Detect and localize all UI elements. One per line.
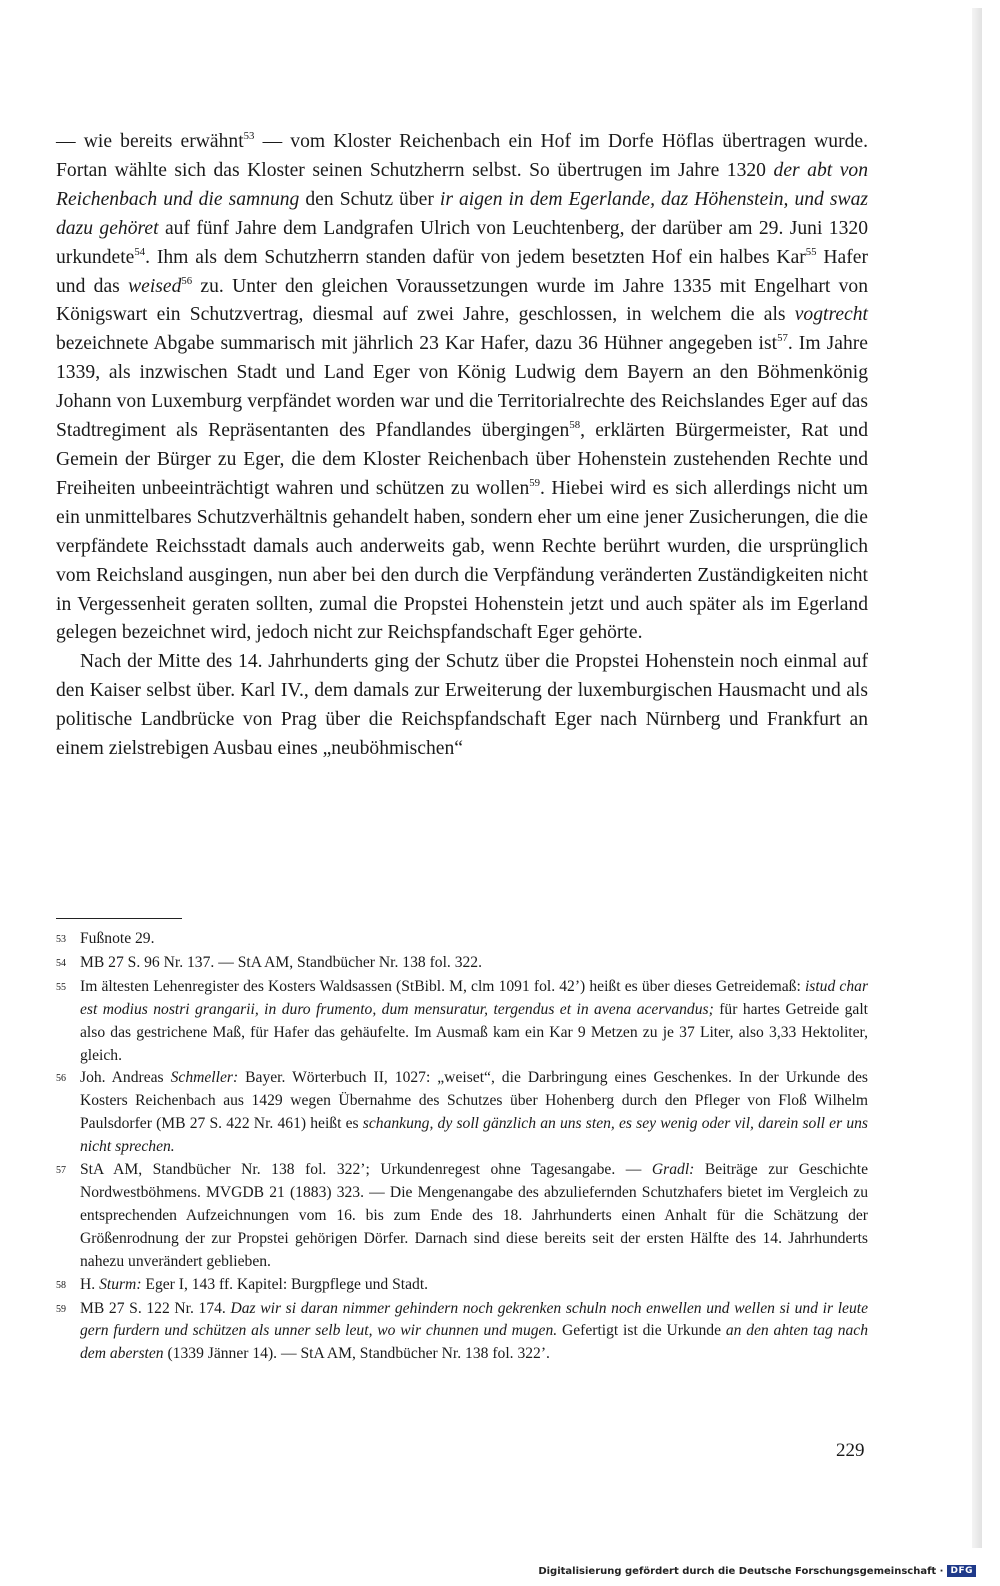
text-span: MB 27 S. 96 Nr. 137. — StA AM, Standbücher Nr. 138 fol. 322. bbox=[80, 953, 482, 971]
main-text-body bbox=[56, 128, 868, 764]
text-span: Fußnote 29. bbox=[80, 930, 155, 947]
text-span: . Im Jahre 1339, als inzwischen Stadt und Land Eger von König Ludwig dem Bayern an den Böhmenkönig Johann von Luxemburg verpfändet worden war und die Territorialrechte des Reichslandes Eger auf das Stadtregiment als Repräsentanten des Pfandlandes übergingen bbox=[56, 333, 868, 442]
dfg-logo: DFG bbox=[947, 1565, 976, 1577]
text-span: StA AM, Standbücher Nr. 138 fol. 322’; Urkundenregest ohne Tagesangabe. — bbox=[80, 1161, 652, 1179]
footnote-55 bbox=[56, 976, 868, 1068]
footnote-text bbox=[80, 952, 868, 976]
text-span: Eger I, 143 ff. Kapitel: Burgpflege und Stadt. bbox=[141, 1275, 429, 1293]
text-span: — wie bereits erwähnt bbox=[56, 131, 244, 152]
italic-span: Sturm: bbox=[99, 1275, 142, 1293]
footnote-54 bbox=[56, 952, 868, 976]
text-span: bezeichnete Abgabe summarisch mit jährlich 23 Kar Hafer, dazu 36 Hühner angegeben ist bbox=[56, 333, 778, 355]
footnote-ref: 55 bbox=[805, 245, 817, 258]
footnote-53 bbox=[56, 928, 868, 952]
footnotes bbox=[56, 928, 868, 1366]
footnote-ref: 58 bbox=[569, 418, 581, 431]
footnote-59 bbox=[56, 1298, 868, 1367]
footnote-text bbox=[80, 1274, 868, 1298]
text-span: Bayer. Wörterbuch II, 1027: „weiset“, die Darbringung eines Geschenkes. In der Urkunde des Kosters Reichenbach aus 1429 wegen Übernahme des Schutzes über Hohenberg durch den Pfleger von Floß Wilhelm Paulsdorfer (MB 27 S. 422 Nr. 461) heißt es bbox=[80, 1069, 868, 1133]
footnote-separator bbox=[56, 918, 182, 919]
italic-span: istud char est modius nostri grangarii, in duro frumento, dum mensuratur, tergendus et in avena acervandus; bbox=[80, 977, 869, 1018]
text-span: Beiträge zur Geschichte Nordwestböhmens. MVGDB 21 (1883) 323. — Die Mengenangabe des abzuliefernden Schutzhafers bietet im Vergleich zu entsprechenden Aufzeichnungen vom 16. bis zum Ende des 18. Jahrhunderts einen Anhalt für die Schätzung der Größenrodnung der zur Propstei gehörigen Dörfer. Darnach sind diese bereits seit der ersten Hälfte des 14. Jahrhunderts nahezu unverändert geblieben. bbox=[80, 1161, 868, 1270]
credit-text: Digitalisierung gefördert durch die Deutsche Forschungsgemeinschaft · bbox=[538, 1565, 944, 1577]
text-span: Gefertigt ist die Urkunde bbox=[557, 1322, 726, 1340]
text-span: Joh. Andreas bbox=[80, 1069, 171, 1087]
footnote-number: 55 bbox=[56, 981, 66, 993]
footnote-56 bbox=[56, 1067, 868, 1159]
footnote-number: 58 bbox=[56, 1279, 66, 1291]
footnote-57 bbox=[56, 1159, 868, 1274]
footnote-text bbox=[80, 976, 868, 1068]
text-span: Hafer und das bbox=[56, 246, 868, 297]
text-span: , erklärten Bürgermeister, Rat und Gemein der Bürger zu Eger, die dem Kloster Reichenbach über Hohenstein zustehenden Rechte und Freiheiten unbeeinträchtigt wahren und schützen zu wollen bbox=[56, 420, 868, 499]
text-span: (1339 Jänner 14). — StA AM, Standbücher Nr. 138 fol. 322’. bbox=[163, 1345, 550, 1363]
text-span: MB 27 S. 122 Nr. 174. bbox=[80, 1299, 231, 1317]
italic-span: ir aigen in dem Egerlande, daz Höhenstein, und swaz dazu gehöret bbox=[56, 188, 868, 239]
italic-span: Schmeller: bbox=[170, 1069, 239, 1087]
italic-span: weised bbox=[128, 275, 182, 297]
footnote-number: 59 bbox=[56, 1303, 66, 1315]
footnote-ref: 56 bbox=[181, 274, 193, 287]
italic-span: vogtrecht bbox=[794, 304, 868, 326]
footnote-ref: 57 bbox=[777, 332, 788, 345]
text-span: zu. Unter den gleichen Voraussetzungen wurde im Jahre 1335 mit Engelhart von Königswart ein Schutzvertrag, diesmal auf zwei Jahre, geschlossen, in welchem die als bbox=[56, 275, 868, 326]
text-span: — vom Kloster Reichenbach ein Hof im Dorfe Höflas übertragen wurde. Fortan wählte sich das Kloster seinen Schutzherrn selbst. So übertrugen im Jahre 1320 bbox=[56, 131, 868, 181]
footnote-text bbox=[80, 928, 868, 952]
text-span: den Schutz über bbox=[299, 188, 440, 210]
text-span: . Hiebei wird es sich allerdings nicht um ein unmittelbares Schutzverhältnis gehandelt haben, sondern eher um eine jener Zusicherungen, die die verpfändete Reichsstadt damals auch anderweits gab, wenn Rechte berührt wurden, die ursprünglich vom Reichsland ausgingen, nun aber bei den durch die Verpfändung veränderten Zuständigkeiten nicht in Vergessenheit geraten sollten, zumal die Propstei Hohenstein jetzt und auch später als im Egerland gelegen bezeichnet wird, jedoch nicht zur Reichspfandschaft Eger gehörte. bbox=[56, 477, 869, 644]
main-paragraph-2 bbox=[56, 648, 868, 764]
footnote-text bbox=[80, 1298, 868, 1367]
footnote-text bbox=[80, 1067, 868, 1159]
text-span: H. bbox=[80, 1275, 100, 1293]
digitization-credit bbox=[538, 1565, 976, 1577]
page-edge-shadow bbox=[972, 8, 982, 1548]
main-paragraph-1 bbox=[56, 128, 868, 648]
text-span: Im ältesten Lehenregister des Kosters Waldsassen (StBibl. M, clm 1091 fol. 42’) heißt es über dieses Getreidemaß: bbox=[80, 977, 805, 995]
text-span: Nach der Mitte des 14. Jahrhunderts ging der Schutz über die Propstei Hohenstein noch einmal auf den Kaiser selbst über. Karl IV., dem damals zur Erweiterung der luxemburgischen Hausmacht und als politische Landbrücke von Prag über die Reichspfandschaft Eger nach Nürnberg und Frankfurt an einem zielstrebigen Ausbau eines „neuböhmischen“ bbox=[56, 651, 868, 760]
footnote-ref: 54 bbox=[134, 245, 146, 258]
italic-span: schankung, dy soll gänzlich an uns sten, es sey wenig oder vil, darein soll er uns nicht sprechen. bbox=[80, 1115, 868, 1156]
text-span: für hartes Getreide galt also das gestrichene Maß, für Hafer das gehäufelte. Im Ausmaß kam ein Kar 9 Metzen zu je 37 Liter, also 3,33 Hektoliter, gleich. bbox=[80, 1000, 868, 1064]
footnote-text bbox=[80, 1159, 868, 1274]
page-number: 229 bbox=[836, 1440, 865, 1461]
italic-span: der abt von Reichenbach und die samnung bbox=[56, 159, 868, 210]
footnote-ref: 53 bbox=[243, 129, 255, 142]
italic-span: Daz wir si daran nimmer gehindern noch gekrenken schuln noch enwellen und wellen si und ir leute gern furdern und schützen als unner selb leut, wo wir chunnen und mugen. bbox=[80, 1299, 868, 1340]
footnote-58 bbox=[56, 1274, 868, 1298]
footnote-number: 57 bbox=[56, 1165, 66, 1177]
text-span: . Ihm als dem Schutzherrn standen dafür von jedem besetzten Hof ein halbes Kar bbox=[145, 246, 806, 268]
footnote-ref: 59 bbox=[529, 476, 541, 489]
text-span: auf fünf Jahre dem Landgrafen Ulrich von Leuchtenberg, der darüber am 29. Juni 1320 urkundete bbox=[56, 217, 868, 268]
footnote-number: 56 bbox=[56, 1073, 66, 1085]
italic-span: Gradl: bbox=[651, 1161, 695, 1179]
italic-span: an den ahten tag nach dem abersten bbox=[80, 1322, 869, 1363]
footnote-number: 53 bbox=[56, 934, 66, 945]
footnote-number: 54 bbox=[56, 957, 66, 969]
